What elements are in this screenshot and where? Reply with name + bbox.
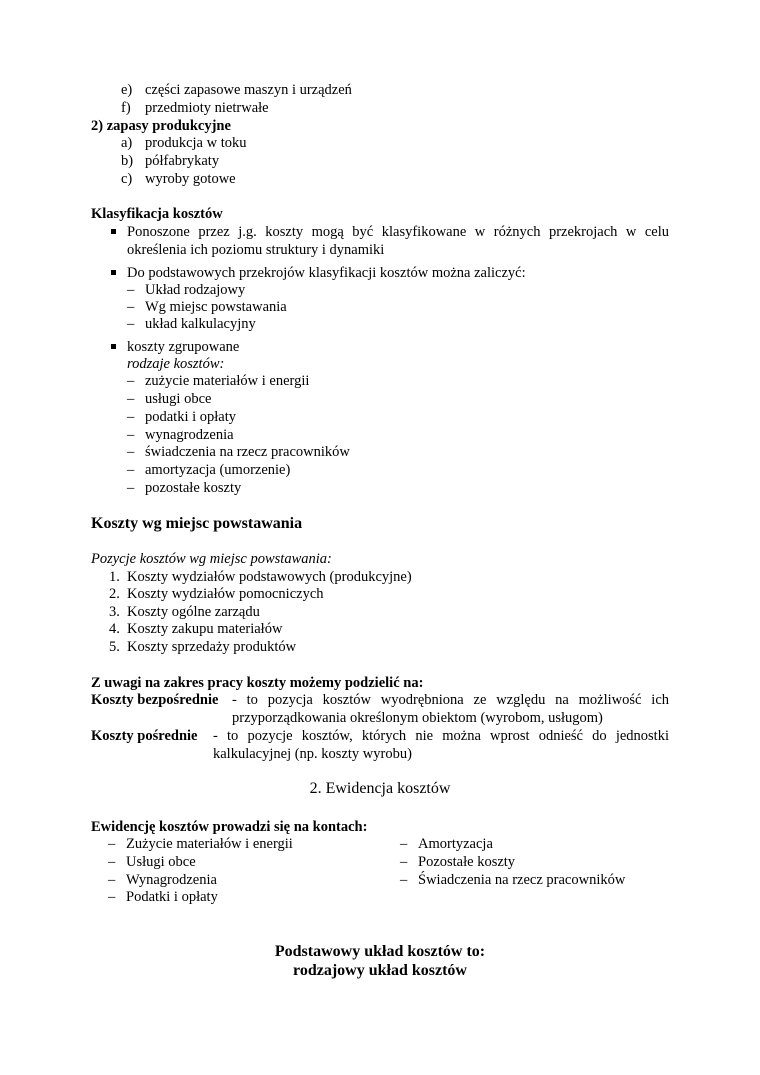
- dash-icon: –: [127, 480, 135, 496]
- dash-icon: –: [400, 836, 408, 852]
- list-marker: 3.: [109, 604, 120, 620]
- dash-icon: –: [400, 872, 408, 888]
- list-item: układ kalkulacyjny: [145, 316, 256, 332]
- dash-icon: –: [127, 462, 135, 478]
- dash-icon: –: [108, 889, 116, 905]
- paragraph-line: określenia ich poziomu struktury i dynamiki: [127, 242, 385, 258]
- list-item: przedmioty nietrwałe: [145, 100, 269, 116]
- list-item: Wg miejsc powstawania: [145, 299, 287, 315]
- list-item: Pozostałe koszty: [418, 854, 516, 870]
- list-item: zużycie materiałów i energii: [145, 373, 310, 389]
- sub-heading: rodzaje kosztów:: [127, 356, 225, 372]
- list-marker: b): [121, 153, 134, 169]
- definition-text: kalkulacyjnej (np. koszty wyrobu): [213, 746, 412, 762]
- chapter-heading: 2. Ewidencja kosztów: [309, 780, 451, 797]
- list-item: Zużycie materiałów i energii: [126, 836, 293, 852]
- footer-line: Podstawowy układ kosztów to:: [274, 943, 486, 960]
- list-item: podatki i opłaty: [145, 409, 237, 425]
- list-item: Koszty wydziałów podstawowych (produkcyjne): [127, 569, 412, 585]
- dash-icon: –: [127, 391, 135, 407]
- list-item: wyroby gotowe: [145, 171, 236, 187]
- list-marker: a): [121, 135, 133, 151]
- list-item: usługi obce: [145, 391, 212, 407]
- list-item: Koszty ogólne zarządu: [127, 604, 260, 620]
- section-title-zakres: Z uwagi na zakres pracy koszty możemy podzielić na:: [91, 675, 424, 691]
- bullet-square-icon: [111, 270, 116, 275]
- footer-line: rodzajowy układ kosztów: [293, 962, 467, 979]
- dash-icon: –: [127, 316, 135, 332]
- list-item: Koszty sprzedaży produktów: [127, 639, 297, 655]
- dash-icon: –: [127, 444, 135, 460]
- section-title-klasyfikacja: Klasyfikacja kosztów: [91, 206, 223, 222]
- paragraph-line: Ponoszone przez j.g. koszty mogą być klasyfikowane w różnych przekrojach w celu: [127, 224, 669, 240]
- dash-icon: –: [127, 409, 135, 425]
- definition-text: - to pozycja kosztów wyodrębniona ze względu na możliwość ich: [232, 692, 669, 708]
- paragraph-line: koszty zgrupowane: [127, 339, 240, 355]
- section-title-zapasy: 2) zapasy produkcyjne: [91, 118, 231, 134]
- bullet-square-icon: [111, 229, 116, 234]
- list-item: Podatki i opłaty: [126, 889, 218, 905]
- list-item: Wynagrodzenia: [126, 872, 217, 888]
- list-item: Układ rodzajowy: [145, 282, 246, 298]
- dash-icon: –: [127, 373, 135, 389]
- dash-icon: –: [127, 282, 135, 298]
- definition-text: przyporządkowania określonym obiektom (wyrobom, usługom): [232, 710, 603, 726]
- list-marker: 1.: [109, 569, 120, 585]
- paragraph-line: Do podstawowych przekrojów klasyfikacji kosztów można zaliczyć:: [127, 265, 526, 281]
- dash-icon: –: [108, 854, 116, 870]
- list-item: pozostałe koszty: [145, 480, 242, 496]
- dash-icon: –: [127, 299, 135, 315]
- list-marker: c): [121, 171, 133, 187]
- list-marker: 5.: [109, 639, 120, 655]
- list-marker: 2.: [109, 586, 120, 602]
- list-marker: f): [121, 100, 131, 116]
- dash-icon: –: [108, 836, 116, 852]
- list-item: Koszty wydziałów pomocniczych: [127, 586, 324, 602]
- definition-term: Koszty bezpośrednie: [91, 692, 219, 708]
- list-item: Amortyzacja: [418, 836, 493, 852]
- list-item: Usługi obce: [126, 854, 196, 870]
- list-item: półfabrykaty: [145, 153, 220, 169]
- list-item: świadczenia na rzecz pracowników: [145, 444, 350, 460]
- list-item: Koszty zakupu materiałów: [127, 621, 283, 637]
- dash-icon: –: [127, 427, 135, 443]
- definition-text: - to pozycje kosztów, których nie można wprost odnieść do jednostki: [213, 728, 669, 744]
- list-item: wynagrodzenia: [145, 427, 234, 443]
- definition-term: Koszty pośrednie: [91, 728, 198, 744]
- list-marker: 4.: [109, 621, 120, 637]
- sub-heading: Pozycje kosztów wg miejsc powstawania:: [91, 551, 332, 567]
- list-item: Świadczenia na rzecz pracowników: [418, 872, 626, 888]
- list-item: części zapasowe maszyn i urządzeń: [145, 82, 352, 98]
- dash-icon: –: [400, 854, 408, 870]
- bullet-square-icon: [111, 344, 116, 349]
- list-item: amortyzacja (umorzenie): [145, 462, 291, 478]
- section-title-ewidencja: Ewidencję kosztów prowadzi się na kontach:: [91, 819, 368, 835]
- list-item: produkcja w toku: [145, 135, 247, 151]
- list-marker: e): [121, 82, 133, 98]
- section-title-miejsca: Koszty wg miejsc powstawania: [91, 515, 303, 532]
- dash-icon: –: [108, 872, 116, 888]
